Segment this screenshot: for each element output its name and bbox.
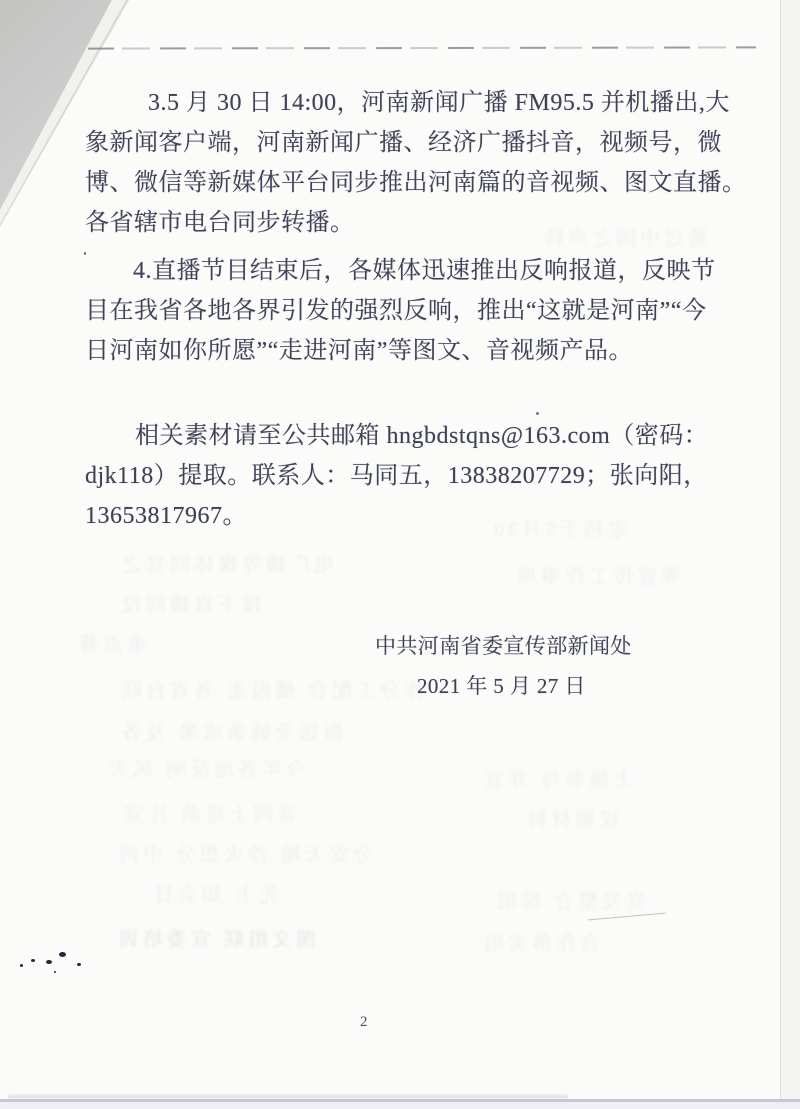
bleedthrough-line: 电广播等媒体同宣之 (118, 554, 334, 576)
bleedthrough-line: 按下直播间设 (118, 594, 262, 616)
right-paper-edge-band (781, 0, 800, 1102)
ink-speck (77, 963, 81, 966)
ink-speck (536, 412, 539, 415)
ink-speck (84, 252, 86, 255)
para-4-line-1: 4.直播节目结束后，各媒体迅速推出反响报道，反映节 (133, 258, 716, 284)
scanner-bottom-margin (0, 1102, 800, 1109)
signature-organization: 中共河南省委宣传部新闻处 (375, 634, 632, 658)
bleedthrough-line: 报送全链条成果 及各 (118, 722, 343, 744)
bleedthrough-line: 先上 知会日 (150, 884, 279, 906)
bleedthrough-line: 上级参与 并宣 (480, 769, 633, 791)
para-3-line-1: 3.5 月 30 日 14:00，河南新闻广播 FM95.5 并机播出,大 (148, 90, 730, 116)
para-3-line-4: 各省辖市电台同步转播。 (85, 210, 355, 236)
ink-speck (54, 971, 56, 973)
para-3-line-2: 象新闻客户端，河南新闻广播、经济广播抖音，视频号，微 (85, 130, 722, 156)
para-3-line-3: 博、微信等新媒体平台同步推出河南篇的音视频、图文直播。 (85, 170, 747, 196)
bleedthrough-line: 宣发整合 综组 (493, 891, 646, 913)
bleedthrough-line: 作分工配合 播报走 各省台联 (118, 680, 424, 702)
contact-line-1: 相关素材请至公共邮箱 hngbdstqns@163.com（密码： (135, 423, 709, 449)
bleedthrough-line: 通过中国之声转 (540, 228, 708, 250)
bleedthrough-line: 分安天地 沙火想分 中河 (115, 844, 373, 866)
bleedthrough-line: 图文组联 宣委培训 (115, 929, 316, 951)
ink-speck (20, 964, 23, 967)
bleedthrough-line: 重点幕 (75, 634, 147, 656)
right-paper-edge-line (780, 0, 781, 1102)
bleedthrough-line: 等宣传工作事项 (513, 566, 681, 588)
page-number: 2 (360, 1014, 369, 1030)
ink-speck (31, 959, 35, 962)
overlapping-paper-edge-line (88, 46, 756, 49)
para-4-line-2: 目在我省各地各界引发的强烈反响，推出“这就是河南”“今 (85, 298, 707, 324)
bleedthrough-line: 音同上班前 片宣 (120, 804, 297, 826)
bleedthrough-line: 合作落实组 (480, 933, 600, 955)
bottom-smudge (8, 1095, 568, 1098)
bleedthrough-line: 今年各地反响 风天 (105, 759, 306, 781)
ink-speck (59, 952, 66, 957)
signature-date: 2021 年 5 月 27 日 (417, 674, 586, 698)
contact-line-2: djk118）提取。联系人：马同五，13838207729；张向阳， (85, 463, 708, 489)
contact-line-3: 13653817967。 (85, 503, 247, 529)
ink-speck (46, 960, 52, 964)
bleedthrough-line: 议题材料 (523, 809, 619, 831)
para-4-line-3: 日河南如你所愿”“走进河南”等图文、音视频产品。 (85, 338, 633, 364)
bleedthrough-line: 定档于5月30 (490, 519, 628, 541)
